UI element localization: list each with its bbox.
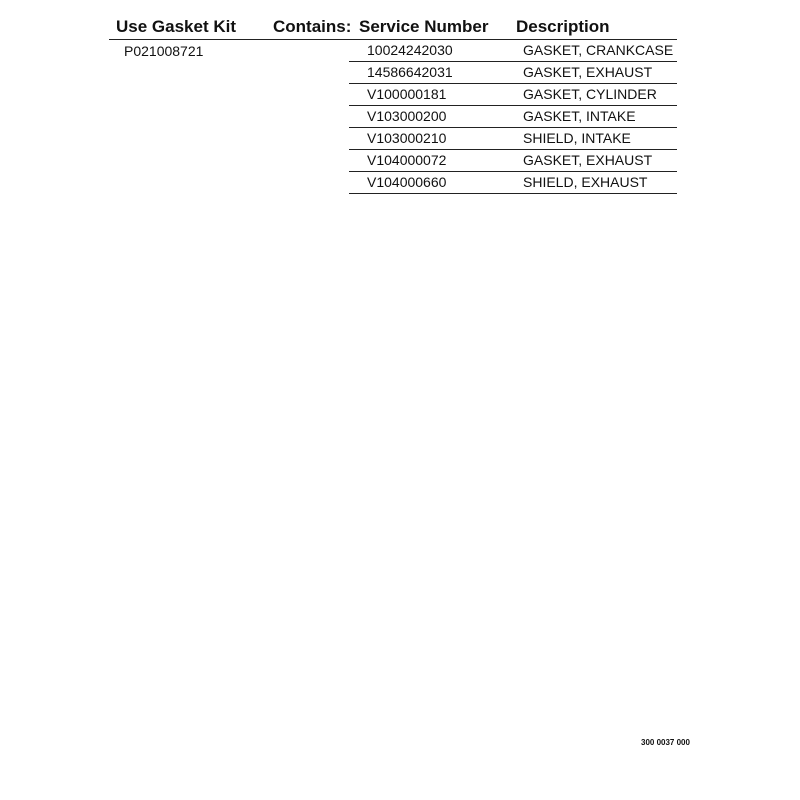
table-row xyxy=(349,106,677,128)
table-row xyxy=(349,128,677,150)
table-header xyxy=(0,15,800,39)
kit-number: P021008721 xyxy=(124,43,204,59)
service-number-cell: 10024242030 xyxy=(367,42,453,58)
table-row xyxy=(349,84,677,106)
description-cell: SHIELD, INTAKE xyxy=(523,130,631,146)
parts-table xyxy=(349,40,677,194)
service-number-cell: V103000200 xyxy=(367,108,447,124)
service-number-cell: V100000181 xyxy=(367,86,447,102)
header-contains: Contains: xyxy=(273,17,352,36)
description-cell: GASKET, CRANKCASE xyxy=(523,42,674,58)
table-row xyxy=(349,40,677,62)
header-use-gasket-kit: Use Gasket Kit xyxy=(116,17,236,36)
service-number-cell: V104000072 xyxy=(367,152,447,168)
document-code: 300 0037 000 xyxy=(641,738,690,747)
header-service-number: Service Number xyxy=(359,17,489,36)
table-row xyxy=(349,172,677,194)
table-row xyxy=(349,62,677,84)
description-cell: GASKET, CYLINDER xyxy=(523,86,657,102)
description-cell: SHIELD, EXHAUST xyxy=(523,174,648,190)
service-number-cell: V103000210 xyxy=(367,130,447,146)
description-cell: GASKET, EXHAUST xyxy=(523,152,653,168)
header-description: Description xyxy=(516,17,610,36)
description-cell: GASKET, EXHAUST xyxy=(523,64,653,80)
service-number-cell: 14586642031 xyxy=(367,64,453,80)
description-cell: GASKET, INTAKE xyxy=(523,108,636,124)
table-row xyxy=(349,150,677,172)
service-number-cell: V104000660 xyxy=(367,174,447,190)
